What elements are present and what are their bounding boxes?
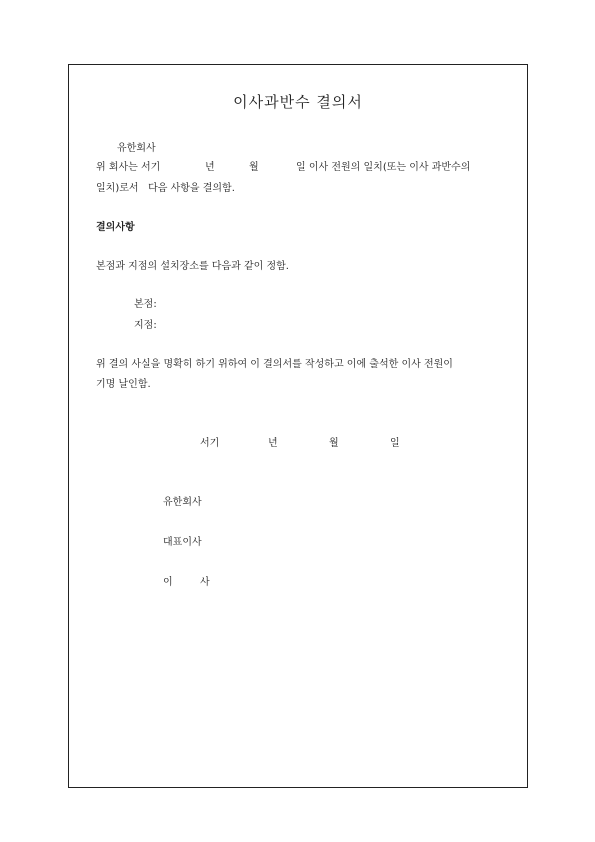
signature-director-1: 이 [163, 577, 173, 588]
signature-director-2: 사 [200, 577, 210, 588]
intro-line-1-d: 일 이사 전원의 일치(또는 이사 과반수의 [296, 162, 471, 173]
intro-line-1-a: 위 회사는 서기 [96, 162, 161, 173]
date-era: 서기 [200, 438, 220, 449]
head-office-label: 본점: [134, 299, 157, 310]
date-month: 월 [329, 438, 339, 449]
resolution-text: 본점과 지점의 설치장소를 다음과 같이 정함. [96, 261, 289, 272]
date-year: 년 [268, 438, 278, 449]
section-heading: 결의사항 [96, 222, 135, 233]
date-day: 일 [390, 438, 400, 449]
signature-company: 유한회사 [163, 497, 202, 508]
signature-representative: 대표이사 [163, 537, 202, 548]
document-title: 이사과반수 결의서 [233, 93, 363, 111]
closing-line-1: 위 결의 사실을 명확히 하기 위하여 이 결의서를 작성하고 이에 출석한 이사 전원이 [96, 359, 453, 370]
intro-line-1-b: 년 [205, 162, 215, 173]
intro-line-2: 일치)로서 다음 사항을 결의함. [96, 183, 235, 194]
branch-label: 지점: [134, 320, 157, 331]
company-line: 유한회사 [117, 143, 156, 154]
intro-line-1-c: 월 [249, 162, 259, 173]
closing-line-2: 기명 날인함. [96, 379, 151, 390]
